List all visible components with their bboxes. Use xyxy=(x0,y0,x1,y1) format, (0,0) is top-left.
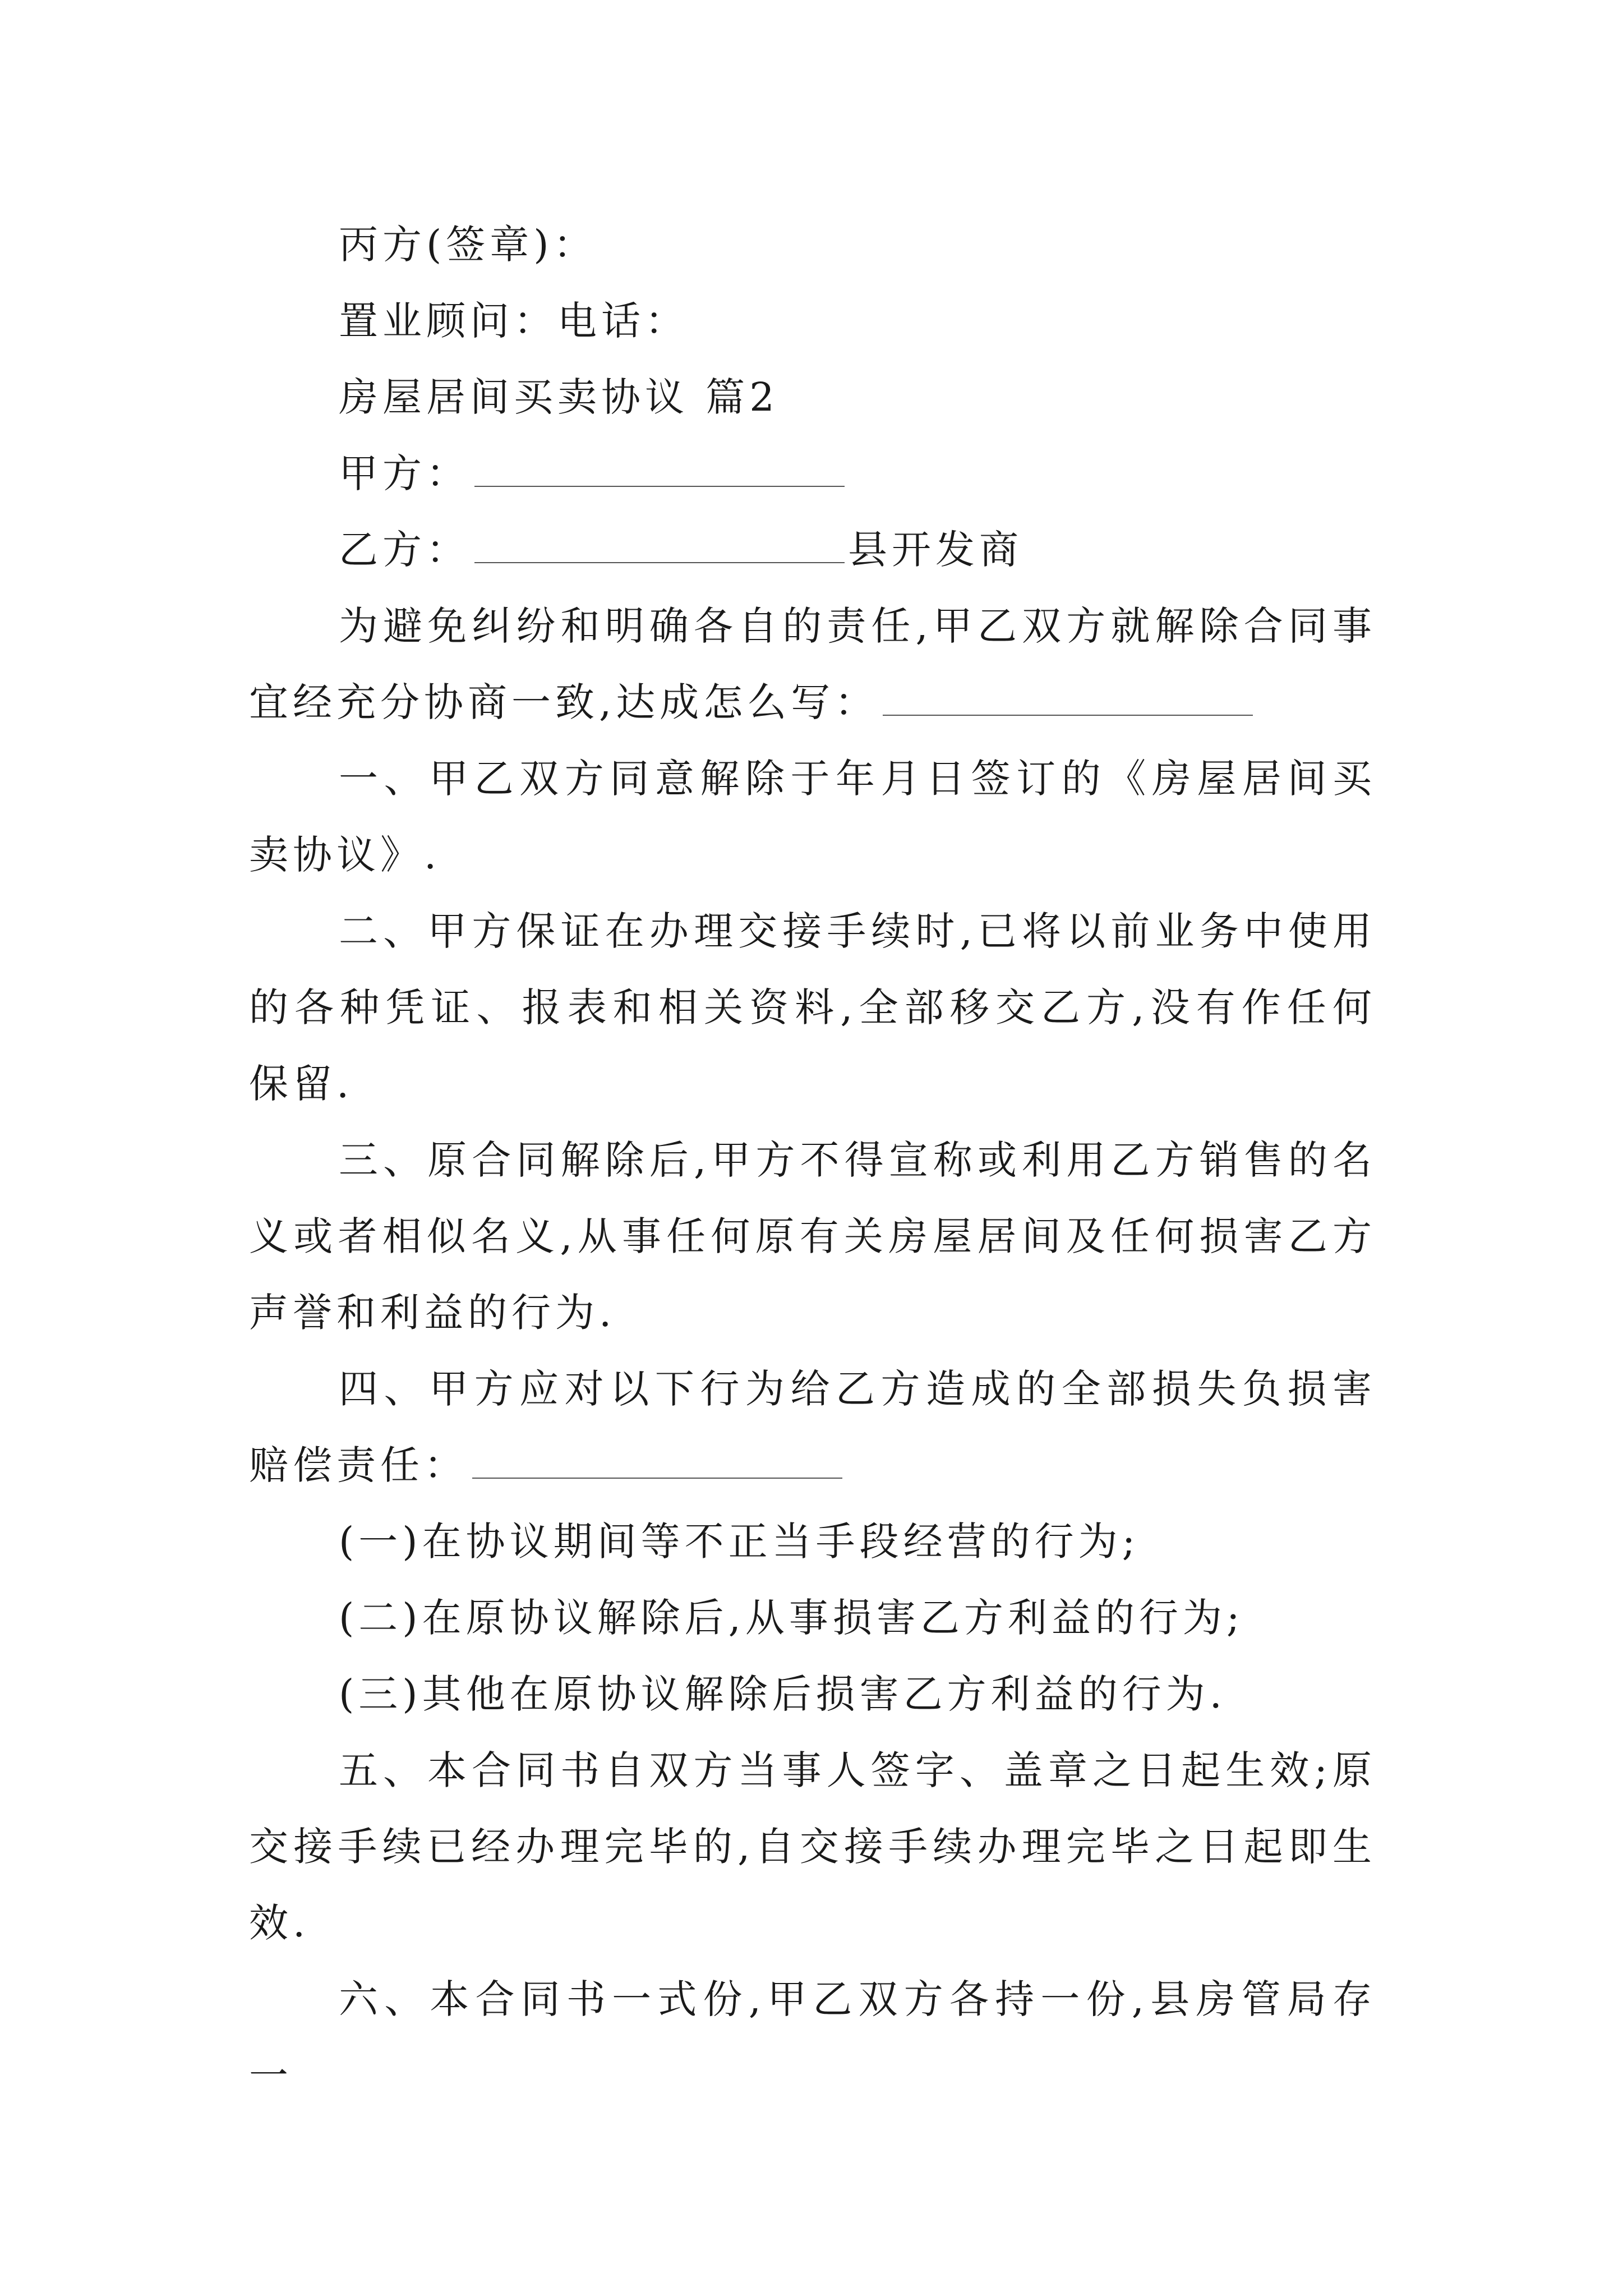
item-2-text: (二)在原协议解除后,从事损害乙方利益的行为; xyxy=(339,1595,1244,1641)
document-body xyxy=(249,206,1376,2114)
consultant-phone-line xyxy=(249,283,1376,359)
section-title xyxy=(249,359,1376,435)
paragraph-clause-2 xyxy=(249,893,1376,1122)
paragraph-item-3 xyxy=(249,1656,1376,1732)
party-c-label: 丙方(签章)： xyxy=(339,222,597,268)
item-1-text: (一)在协议期间等不正当手段经营的行为; xyxy=(339,1519,1140,1565)
clause-1-text: 一、甲乙双方同意解除于年月日签订的《房屋居间买卖协议》. xyxy=(249,756,1376,878)
item-3-text: (三)其他在原协议解除后损害乙方利益的行为. xyxy=(339,1671,1227,1717)
intro-blank xyxy=(883,679,1253,716)
section-title-text: 房屋居间买卖协议 篇2 xyxy=(339,374,779,420)
clause-4-text: 四、甲方应对以下行为给乙方造成的全部损失负损害赔偿责任： xyxy=(249,1366,1376,1488)
paragraph-item-1 xyxy=(249,1503,1376,1580)
clause-2-text: 二、甲方保证在办理交接手续时,已将以前业务中使用的各种凭证、报表和相关资料,全部移交乙方,没有作任何保留. xyxy=(249,908,1376,1107)
party-b-suffix: 县开发商 xyxy=(848,527,1023,573)
paragraph-clause-6 xyxy=(249,1961,1376,2114)
clause-6-text: 六、本合同书一式份,甲乙双方各持一份,县房管局存一 xyxy=(249,1976,1376,2099)
clause-3-text: 三、原合同解除后,甲方不得宣称或利用乙方销售的名义或者相似名义,从事任何原有关房屋居间及任何损害乙方声誉和利益的行为. xyxy=(249,1137,1376,1336)
paragraph-clause-3 xyxy=(249,1122,1376,1351)
paragraph-clause-5 xyxy=(249,1732,1376,1961)
clause-5-text: 五、本合同书自双方当事人签字、盖章之日起生效;原交接手续已经办理完毕的,自交接手续办理完毕之日起即生效. xyxy=(249,1747,1376,1946)
party-b-label: 乙方： xyxy=(339,527,470,573)
party-b-blank xyxy=(474,526,845,563)
party-a-line xyxy=(249,435,1376,512)
party-a-label: 甲方： xyxy=(339,450,470,496)
paragraph-item-2 xyxy=(249,1580,1376,1656)
paragraph-clause-1 xyxy=(249,740,1376,893)
intro-text: 为避免纠纷和明确各自的责任,甲乙双方就解除合同事宜经充分协商一致,达成怎么写： xyxy=(249,603,1376,725)
party-b-line xyxy=(249,512,1376,588)
signature-line-party-c xyxy=(249,206,1376,283)
consultant-label: 置业顾问：电话： xyxy=(339,298,689,344)
clause-4-blank xyxy=(472,1442,842,1479)
paragraph-intro xyxy=(249,588,1376,740)
paragraph-clause-4 xyxy=(249,1351,1376,1503)
party-a-blank xyxy=(474,450,845,487)
